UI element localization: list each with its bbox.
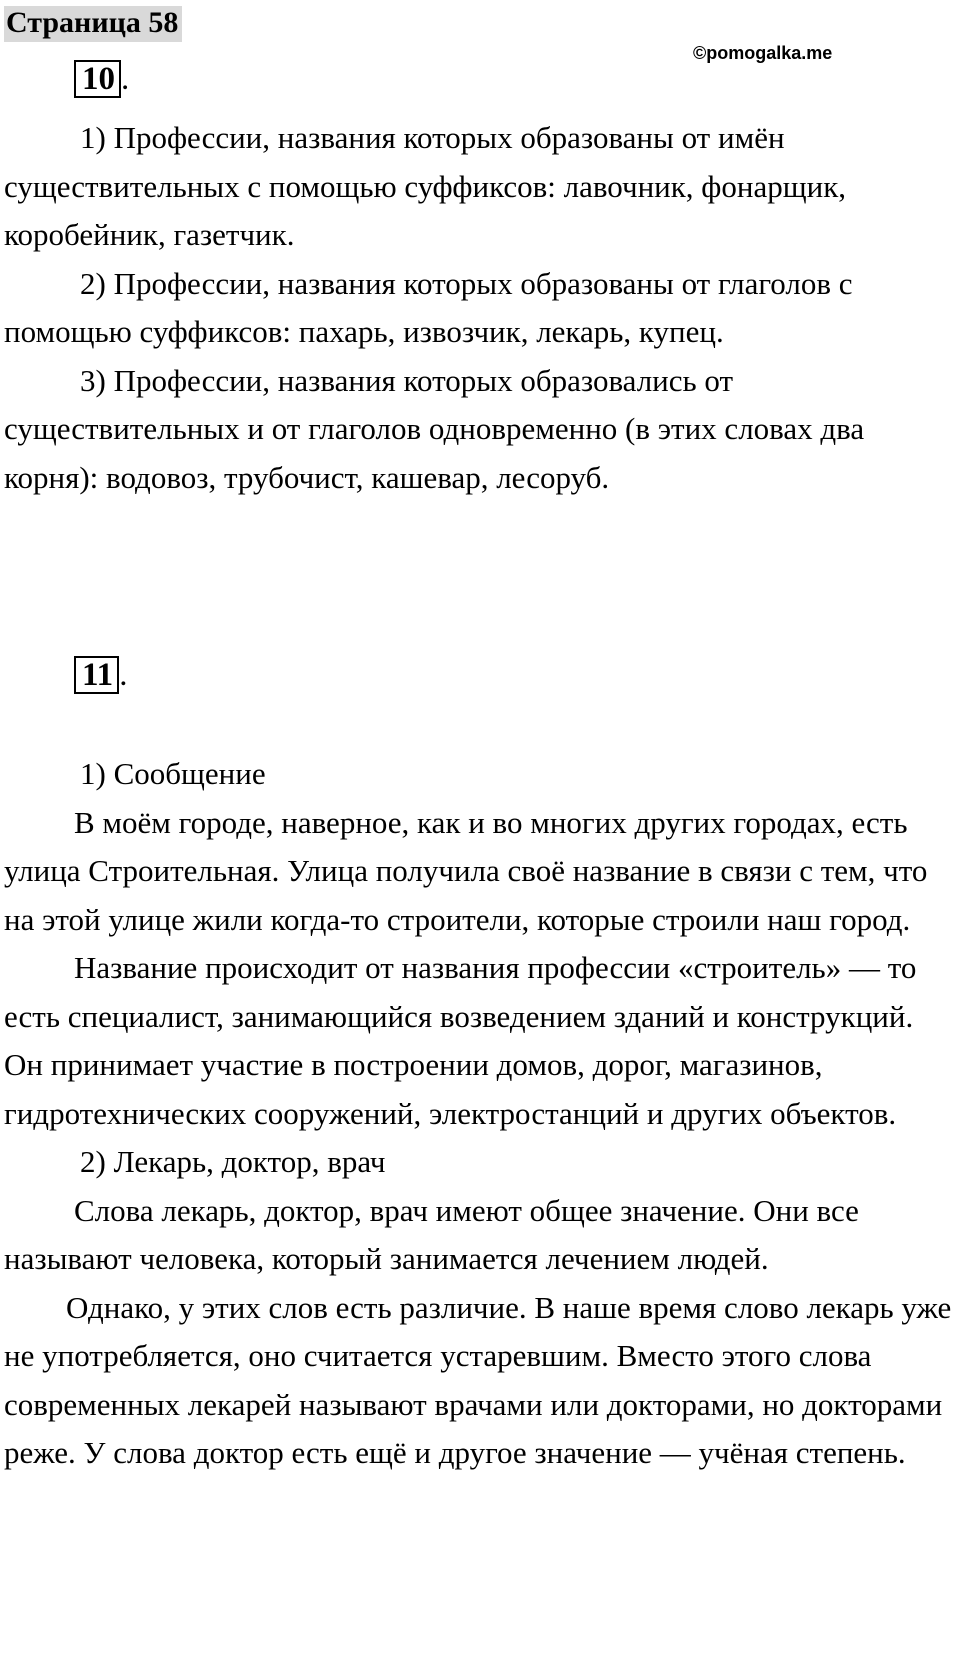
answer-paragraph: 1) Профессии, названия которых образованы от имён существительных с помощью суффиксов: лавочник, фонарщик, коробейник, газетчик. xyxy=(4,120,847,252)
task-number-11 xyxy=(74,656,127,694)
task-number-box: 11 xyxy=(74,656,119,694)
answer-paragraph: 3) Профессии, названия которых образовались от существительных и от глаголов одновременно (в этих словах два корня): водовоз, трубочист, кашевар, лесоруб. xyxy=(4,362,865,495)
task-number-box: 10 xyxy=(74,60,121,98)
task-10-answer xyxy=(4,114,956,502)
watermark: ©pomogalka.me xyxy=(693,43,833,63)
answer-subheading: 1) Сообщение xyxy=(80,756,266,791)
answer-paragraph: Слова лекарь, доктор, врач имеют общее значение. Они все называют человека, который занимается лечением людей. xyxy=(4,1192,859,1276)
task-number-dot: . xyxy=(119,657,128,693)
answer-paragraph: Название происходит от названия профессии «строитель» — то есть специалист, занимающийся возведением зданий и конструкций. Он принимает участие в построении домов, дорог, магазинов, гидротехнических сооружений, электростанций и других объектов. xyxy=(4,950,917,1131)
answer-paragraph: 2) Профессии, названия которых образованы от глаголов с помощью суффиксов: пахарь, извозчик, лекарь, купец. xyxy=(4,265,853,349)
answer-paragraph: Однако, у этих слов есть различие. В наше время слово лекарь уже не употребляется, оно считается устаревшим. Вместо этого слова современных лекарей называют врачами или докторами, но докторами реже. У слова доктор есть ещё и другое значение — учёная степень. xyxy=(4,1289,952,1470)
task-number-dot: . xyxy=(121,61,130,97)
task-11-answer xyxy=(4,750,956,1478)
task-number-10 xyxy=(74,60,129,98)
answer-subheading: 2) Лекарь, доктор, врач xyxy=(80,1144,386,1179)
page-title: Страница 58 xyxy=(4,6,182,42)
answer-paragraph: В моём городе, наверное, как и во многих других городах, есть улица Строительная. Улица получила своё название в связи с тем, что на этой улице жили когда-то строители, которые строили наш город. xyxy=(4,804,928,937)
